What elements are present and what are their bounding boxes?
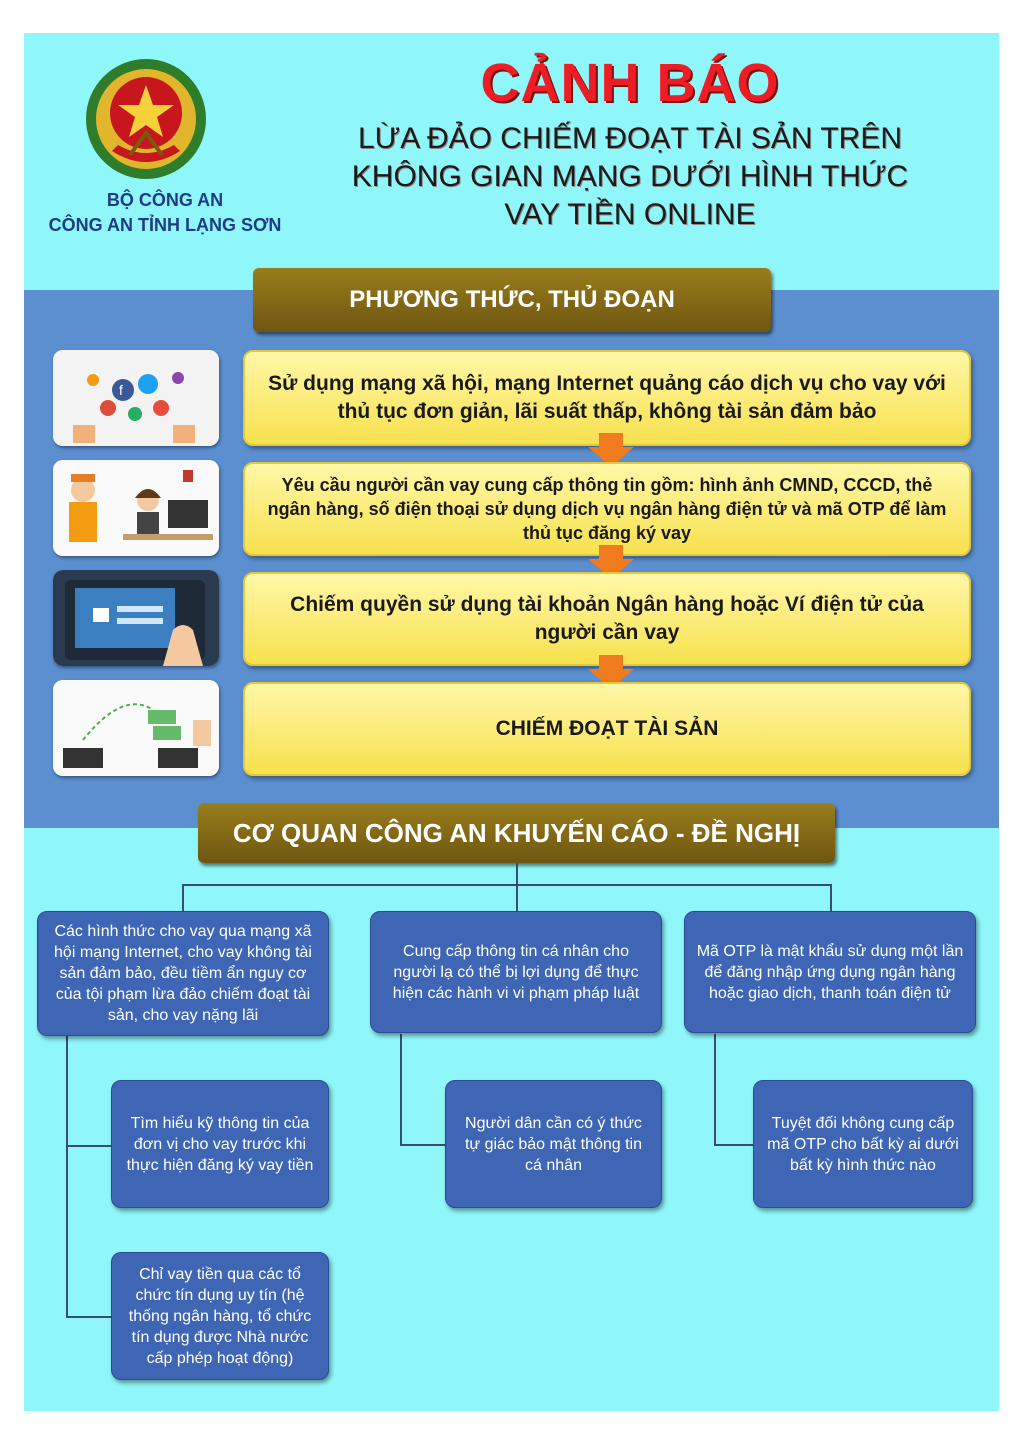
subtitle-line3: VAY TIỀN ONLINE — [504, 198, 756, 231]
connector-line — [516, 884, 518, 912]
call-center-icon — [53, 460, 219, 556]
step-4: CHIẾM ĐOẠT TÀI SẢN — [243, 682, 971, 776]
connector-line — [66, 1036, 68, 1318]
section1-title: PHƯƠNG THỨC, THỦ ĐOẠN — [253, 268, 771, 332]
connector-line — [66, 1316, 112, 1318]
org-line2: CÔNG AN TỈNH LẠNG SƠN — [48, 215, 282, 235]
step-1: Sử dụng mạng xã hội, mạng Internet quảng cáo dịch vụ cho vay với thủ tục đơn giản, lãi suất thấp, không tài sản đảm bảo — [243, 350, 971, 446]
subtitle-line1: LỪA ĐẢO CHIẾM ĐOẠT TÀI SẢN TRÊN — [357, 122, 903, 155]
step-3: Chiếm quyền sử dụng tài khoản Ngân hàng hoặc Ví điện tử của người cần vay — [243, 572, 971, 666]
advice-col3-sub1: Tuyệt đối không cung cấp mã OTP cho bất kỳ ai dưới bất kỳ hình thức nào — [753, 1080, 973, 1208]
connector-line — [66, 1145, 112, 1147]
police-emblem-icon — [82, 55, 210, 183]
social-media-icon — [53, 350, 219, 446]
step-2: Yêu cầu người cần vay cung cấp thông tin gồm: hình ảnh CMND, CCCD, thẻ ngân hàng, số điện thoại sử dụng dịch vụ ngân hàng điện tử và mã OTP để làm thủ tục đăng ký vay — [243, 462, 971, 556]
connector-line — [400, 1144, 446, 1146]
connector-line — [516, 863, 518, 885]
connector-line — [400, 1034, 402, 1146]
connector-line — [830, 884, 832, 912]
connector-line — [182, 884, 184, 912]
advice-col1-sub2: Chỉ vay tiền qua các tổ chức tín dụng uy tín (hệ thống ngân hàng, tổ chức tín dụng được Nhà nước cấp phép hoạt động) — [111, 1252, 329, 1380]
money-transfer-icon — [53, 680, 219, 776]
org-line1: BỘ CÔNG AN — [106, 190, 224, 210]
advice-col3-top: Mã OTP là mật khẩu sử dụng một lần để đăng nhập ứng dụng ngân hàng hoặc giao dịch, thanh toán điện tử — [684, 911, 976, 1033]
svg-text:f: f — [119, 382, 123, 398]
page-title: CẢNH BÁO — [480, 53, 780, 113]
advice-col2-top: Cung cấp thông tin cá nhân cho người lạ có thể bị lợi dụng để thực hiện các hành vi vi phạm pháp luật — [370, 911, 662, 1033]
advice-col2-sub1: Người dân cần có ý thức tự giác bảo mật thông tin cá nhân — [445, 1080, 662, 1208]
advice-col1-sub1: Tìm hiểu kỹ thông tin của đơn vị cho vay trước khi thực hiện đăng ký vay tiền — [111, 1080, 329, 1208]
connector-line — [714, 1144, 754, 1146]
connector-line — [182, 884, 832, 886]
section2-title: CƠ QUAN CÔNG AN KHUYẾN CÁO - ĐỀ NGHỊ — [198, 803, 835, 863]
advice-col1-top: Các hình thức cho vay qua mạng xã hội mạng Internet, cho vay không tài sản đảm bảo, đều tiềm ẩn nguy cơ của tội phạm lừa đảo chiếm đoạt tài sản, cho vay nặng lãi — [37, 911, 329, 1036]
connector-line — [714, 1034, 716, 1146]
internet-banking-icon — [53, 570, 219, 666]
subtitle-line2: KHÔNG GIAN MẠNG DƯỚI HÌNH THỨC — [351, 160, 909, 193]
